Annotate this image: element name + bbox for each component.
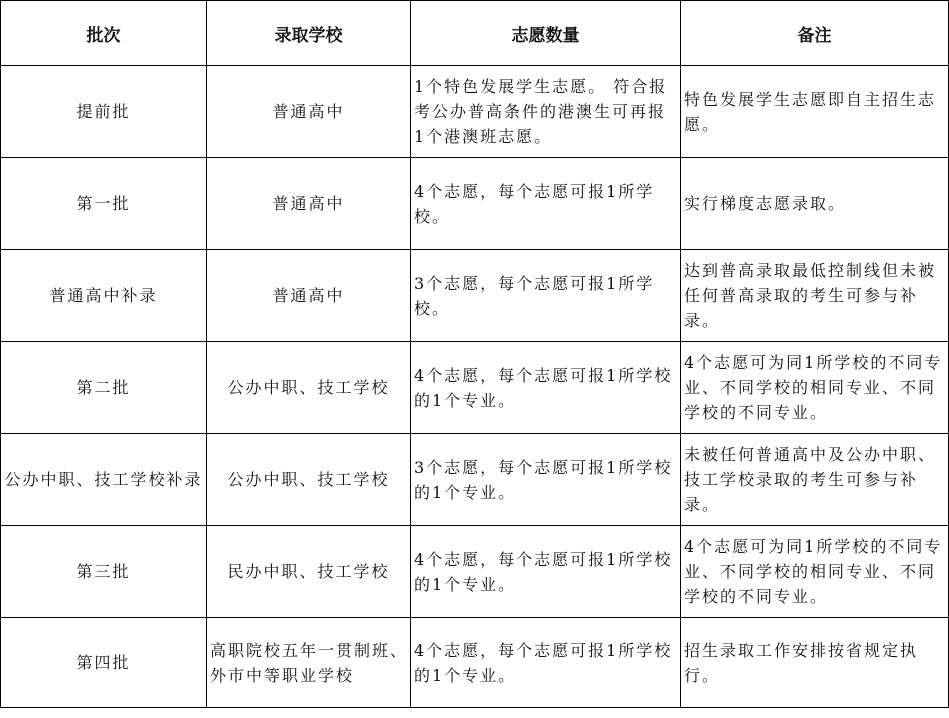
header-quota: 志愿数量	[411, 1, 681, 66]
header-batch: 批次	[1, 1, 207, 66]
quota-cell: 4个志愿，每个志愿可报1所学校的1个专业。	[411, 342, 681, 434]
header-note: 备注	[681, 1, 949, 66]
note-cell: 达到普高录取最低控制线但未被任何普高录取的考生可参与补录。	[681, 250, 949, 342]
table-row	[1, 526, 949, 618]
batch-cell: 普通高中补录	[1, 250, 207, 342]
quota-cell: 4个志愿，每个志愿可报1所学校的1个专业。	[411, 618, 681, 708]
quota-cell: 1个特色发展学生志愿。 符合报考公办普高条件的港澳生可再报1个港澳班志愿。	[411, 66, 681, 158]
batch-cell: 第二批	[1, 342, 207, 434]
batch-cell: 第四批	[1, 618, 207, 708]
note-cell: 特色发展学生志愿即自主招生志愿。	[681, 66, 949, 158]
school-cell: 民办中职、技工学校	[207, 526, 411, 618]
table-header-row	[1, 1, 949, 66]
batch-cell: 第一批	[1, 158, 207, 250]
quota-cell: 3个志愿，每个志愿可报1所学校。	[411, 250, 681, 342]
note-cell: 未被任何普通高中及公办中职、技工学校录取的考生可参与补录。	[681, 434, 949, 526]
table-row	[1, 158, 949, 250]
table-row	[1, 342, 949, 434]
note-cell: 实行梯度志愿录取。	[681, 158, 949, 250]
table-row	[1, 618, 949, 708]
quota-cell: 3个志愿，每个志愿可报1所学校的1个专业。	[411, 434, 681, 526]
quota-cell: 4个志愿，每个志愿可报1所学校的1个专业。	[411, 526, 681, 618]
table-row	[1, 434, 949, 526]
school-cell: 普通高中	[207, 66, 411, 158]
batch-cell: 公办中职、技工学校补录	[1, 434, 207, 526]
note-cell: 4个志愿可为同1所学校的不同专业、不同学校的相同专业、不同学校的不同专业。	[681, 526, 949, 618]
school-cell: 公办中职、技工学校	[207, 342, 411, 434]
school-cell: 普通高中	[207, 158, 411, 250]
school-cell: 普通高中	[207, 250, 411, 342]
table-row	[1, 66, 949, 158]
quota-cell: 4个志愿，每个志愿可报1所学校。	[411, 158, 681, 250]
note-cell: 招生录取工作安排按省规定执行。	[681, 618, 949, 708]
batch-cell: 第三批	[1, 526, 207, 618]
school-cell: 公办中职、技工学校	[207, 434, 411, 526]
school-cell: 高职院校五年一贯制班、外市中等职业学校	[207, 618, 411, 708]
note-cell: 4个志愿可为同1所学校的不同专业、不同学校的相同专业、不同学校的不同专业。	[681, 342, 949, 434]
batch-cell: 提前批	[1, 66, 207, 158]
table-row	[1, 250, 949, 342]
header-school: 录取学校	[207, 1, 411, 66]
